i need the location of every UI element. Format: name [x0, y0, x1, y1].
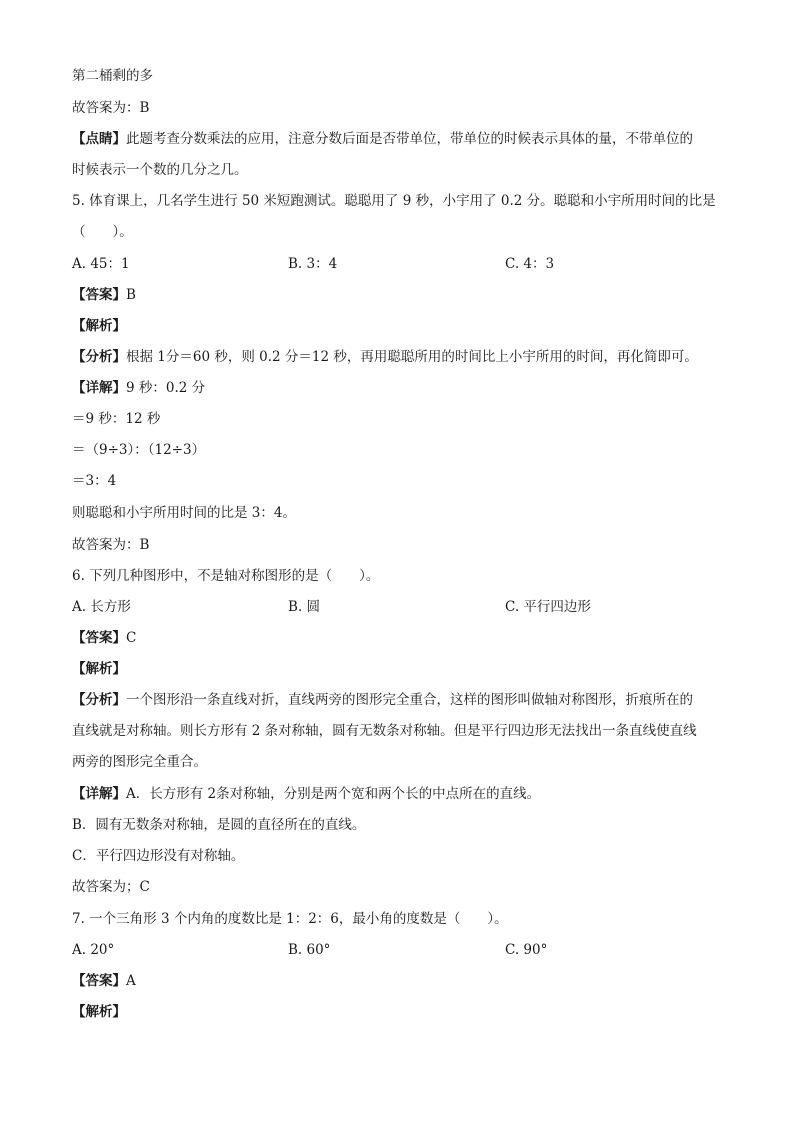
q6-final-answer: 故答案为；C: [72, 879, 150, 895]
q5-final-answer: 故答案为：B: [72, 537, 150, 553]
q6-option-c: C. 平行四边形: [505, 599, 591, 615]
q5-detail: [72, 378, 205, 398]
answer-tag: 【答案】: [72, 630, 126, 646]
q5-answer: [72, 285, 136, 305]
analysis-text: 根据 1分＝60 秒，则 0.2 分＝12 秒，再用聪聪所用的时间比上小宇所用的时间，再化简即可。: [126, 349, 698, 365]
q6-step-2: C．平行四边形没有对称轴。: [72, 848, 245, 864]
q5-conclusion: 则聪聪和小宇所用时间的比是 3：4。: [72, 505, 296, 521]
q5-analysis-tag: 【解析】: [72, 318, 126, 334]
question-6: 6. 下列几种图形中，不是轴对称图形的是（ ）。: [72, 568, 380, 584]
q6-analysis: [72, 690, 693, 710]
q6-step-1: B．圆有无数条对称轴，是圆的直径所在的直线。: [72, 817, 366, 833]
answer-tag: 【答案】: [72, 973, 126, 989]
q5-step-2: ＝（9÷3）：（12÷3）: [72, 442, 206, 458]
answer-tag: 【答案】: [72, 287, 126, 303]
detail-text: 9 秒：0.2 分: [126, 380, 206, 396]
note-line-cont: 时候表示一个数的几分之几。: [72, 162, 248, 178]
analysis-tag: 【分析】: [72, 349, 126, 365]
q6-analysis-tag: 【解析】: [72, 661, 126, 677]
detail-tag: 【详解】: [72, 380, 126, 396]
analysis-text: 一个图形沿一条直线对折，直线两旁的图形完全重合，这样的图形叫做轴对称图形，折痕所在的: [126, 692, 693, 708]
question-5-blank: （ ）。: [72, 224, 133, 240]
note-text: 此题考查分数乘法的应用，注意分数后面是否带单位，带单位的时候表示具体的量，不带单位的: [126, 131, 693, 147]
q7-option-a: A. 20°: [72, 942, 115, 958]
q7-answer: [72, 971, 136, 991]
answer-value: C: [126, 630, 137, 646]
q6-analysis-cont-1: 直线就是对称轴。则长方形有 2 条对称轴，圆有无数条对称轴。但是平行四边形无法找出一条直线使直线: [72, 723, 697, 739]
note-line: [72, 129, 693, 149]
q5-step-1: ＝9 秒：12 秒: [72, 411, 161, 427]
note-tag: 【点睛】: [72, 131, 126, 147]
q5-analysis: [72, 347, 698, 367]
q6-analysis-cont-2: 两旁的图形完全重合。: [72, 754, 207, 770]
question-5: 5. 体育课上，几名学生进行 50 米短跑测试。聪聪用了 9 秒，小宇用了 0.2 分。聪聪和小宇所用时间的比是: [72, 193, 716, 209]
answer-value: A: [126, 973, 136, 989]
q6-option-b: B. 圆: [288, 599, 321, 615]
q7-option-b: B. 60°: [288, 942, 331, 958]
question-7: 7. 一个三角形 3 个内角的度数比是 1：2：6，最小角的度数是（ ）。: [72, 911, 508, 927]
q5-option-a: A. 45：1: [72, 256, 130, 272]
answer-line: 故答案为：B: [72, 100, 150, 116]
text-line: 第二桶剩的多: [72, 68, 153, 84]
q5-option-b: B. 3：4: [288, 256, 338, 272]
analysis-tag: 【分析】: [72, 692, 126, 708]
q6-option-a: A. 长方形: [72, 599, 131, 615]
detail-tag: 【详解】: [72, 786, 126, 802]
detail-text: A．长方形有 2条对称轴，分别是两个宽和两个长的中点所在的直线。: [126, 786, 541, 802]
q6-answer: [72, 628, 136, 648]
answer-value: B: [126, 287, 136, 303]
q5-step-3: ＝3：4: [72, 473, 117, 489]
q6-detail: [72, 784, 540, 804]
q7-analysis-tag: 【解析】: [72, 1004, 126, 1020]
q7-option-c: C. 90°: [505, 942, 548, 958]
q5-option-c: C. 4：3: [505, 256, 555, 272]
